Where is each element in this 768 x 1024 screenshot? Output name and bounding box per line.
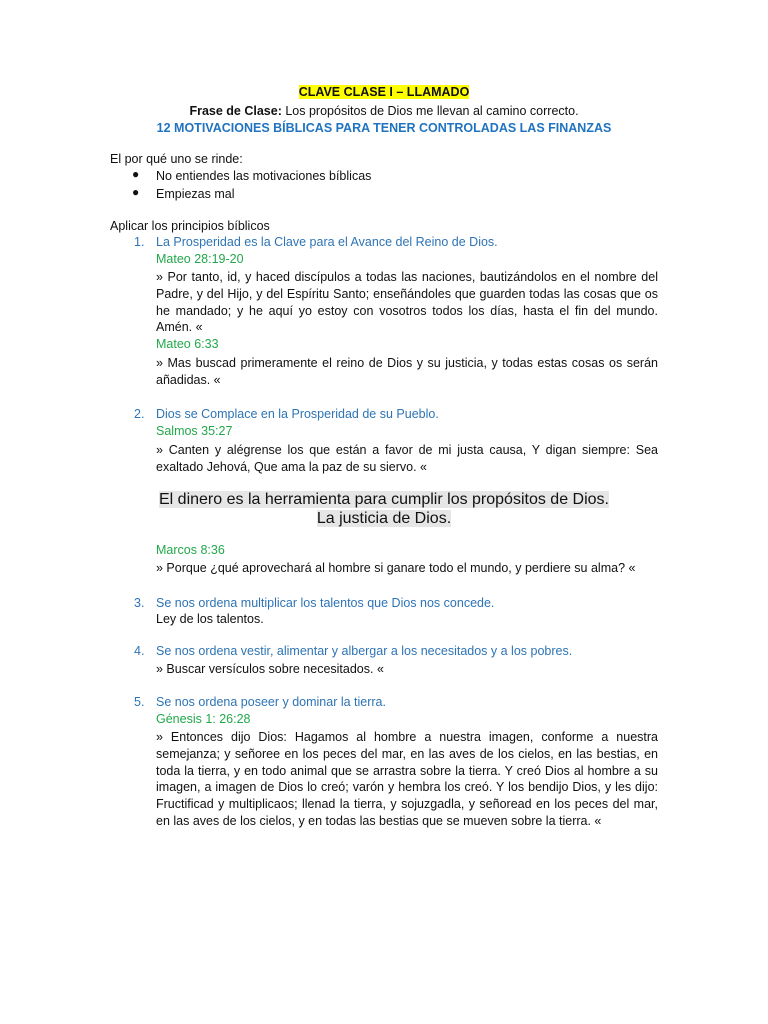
highlighted-statement	[148, 490, 620, 528]
bullet-dot-icon: ●	[132, 167, 140, 181]
item-heading: Dios se Complace en la Prosperidad de su Pueblo.	[156, 407, 439, 421]
class-title	[0, 85, 768, 99]
scripture-reference: Mateo 28:19-20	[156, 252, 244, 266]
item-heading: Se nos ordena vestir, alimentar y albergar a los necesitados y a los pobres.	[156, 644, 573, 658]
item-number: 5.	[134, 695, 145, 709]
intro-label: El por qué uno se rinde:	[110, 152, 243, 166]
highlighted-line-2: La justicia de Dios.	[316, 510, 452, 527]
class-phrase	[0, 104, 768, 118]
item-number: 4.	[134, 644, 145, 658]
item-number: 2.	[134, 407, 145, 421]
highlighted-line-1: El dinero es la herramienta para cumplir los propósitos de Dios.	[159, 491, 609, 508]
item-note: » Buscar versículos sobre necesitados. «	[156, 662, 384, 676]
principles-label: Aplicar los principios bíblicos	[110, 219, 270, 233]
phrase-label: Frase de Clase:	[189, 104, 282, 118]
scripture-reference: Génesis 1: 26:28	[156, 712, 251, 726]
item-heading: Se nos ordena poseer y dominar la tierra.	[156, 695, 386, 709]
scripture-reference: Mateo 6:33	[156, 337, 219, 351]
item-number: 3.	[134, 596, 145, 610]
scripture-quote: » Porque ¿qué aprovechará al hombre si ganare todo el mundo, y perdiere su alma? «	[156, 561, 636, 575]
scripture-quote: » Mas buscad primeramente el reino de Dios y su justicia, y todas estas cosas os serán añadidas. «	[156, 356, 658, 387]
intro-bullet-2: Empiezas mal	[156, 187, 235, 201]
phrase-text: Los propósitos de Dios me llevan al camino correcto.	[281, 104, 579, 118]
document-subtitle: 12 MOTIVACIONES BÍBLICAS PARA TENER CONTROLADAS LAS FINANZAS	[156, 121, 612, 135]
class-title-text: CLAVE CLASE I – LLAMADO	[298, 85, 470, 99]
scripture-reference: Salmos 35:27	[156, 424, 233, 438]
bullet-dot-icon: ●	[132, 185, 140, 199]
scripture-quote: » Entonces dijo Dios: Hagamos al hombre a nuestra imagen, conforme a nuestra semejanza; y señoree en los peces del mar, en las aves de los cielos, en las bestias, en toda la tierra, y en todo animal que se arrastra sobre la tierra. Y creó Dios al hombre a su imagen, a imagen de Dios lo creó; varón y hembra los creó. Y los bendijo Dios, y les dijo: Fructificad y multiplicaos; llenad la tierra, y sojuzgadla, y señoread en los peces del mar, en las aves de los cielos, y en todas las bestias que se mueven sobre la tierra. «	[156, 730, 658, 828]
item-number: 1.	[134, 235, 145, 249]
item-heading: Se nos ordena multiplicar los talentos que Dios nos concede.	[156, 596, 495, 610]
intro-bullet-1: No entiendes las motivaciones bíblicas	[156, 169, 372, 183]
item-note: Ley de los talentos.	[156, 612, 264, 626]
item-heading: La Prosperidad es la Clave para el Avance del Reino de Dios.	[156, 235, 498, 249]
scripture-reference: Marcos 8:36	[156, 543, 225, 557]
scripture-quote: » Por tanto, id, y haced discípulos a todas las naciones, bautizándolos en el nombre del Padre, y del Hijo, y del Espíritu Santo; enseñándoles que guarden todas las cosas que os he mandado; y he aquí yo estoy con vosotros todos los días, hasta el fin del mundo. Amén. «	[156, 270, 658, 335]
scripture-quote: » Canten y alégrense los que están a favor de mi justa causa, Y digan siempre: Sea exaltado Jehová, Que ama la paz de su siervo. «	[156, 443, 658, 474]
